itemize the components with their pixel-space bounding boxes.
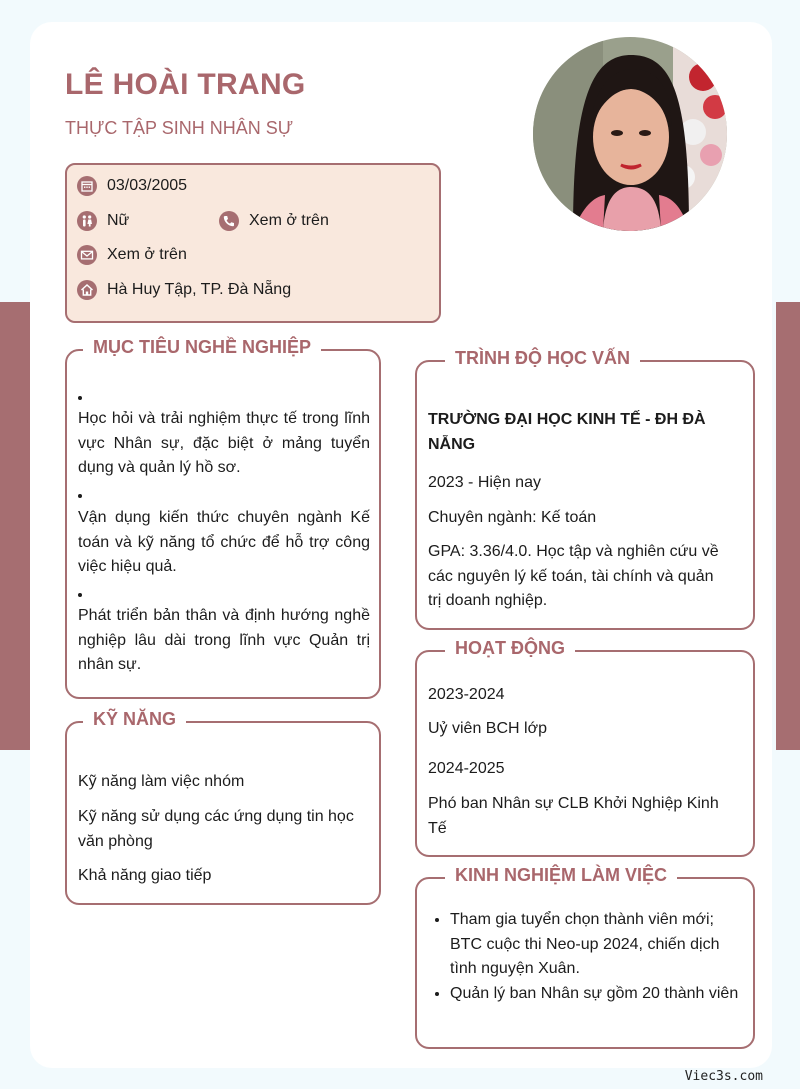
- email-row: [77, 245, 187, 265]
- education-heading: TRÌNH ĐỘ HỌC VẤN: [445, 348, 640, 369]
- calendar-icon: [77, 176, 97, 196]
- activities-section: [415, 638, 755, 857]
- education-major: Chuyên ngành: Kế toán: [428, 509, 597, 526]
- education-period: 2023 - Hiện nay: [428, 474, 541, 491]
- profile-photo: [533, 37, 727, 231]
- contact-info-box: [65, 163, 441, 323]
- objective-heading: MỤC TIÊU NGHỀ NGHIỆP: [83, 337, 321, 358]
- watermark: Viec3s.com: [684, 1069, 763, 1084]
- bullet-dot: [78, 494, 82, 498]
- gender-row: [77, 211, 129, 231]
- activity-role: Uỷ viên BCH lớp: [428, 720, 547, 737]
- objective-item: Vận dụng kiến thức chuyên ngành Kế toán và kỹ năng tổ chức để hỗ trợ công việc hiệu quả.: [78, 509, 370, 575]
- skill-item: Kỹ năng làm việc nhóm: [78, 773, 245, 790]
- decor-band-right: [776, 302, 800, 750]
- gender-value: Nữ: [107, 212, 130, 229]
- objective-section: [65, 337, 381, 699]
- objective-item: Phát triển bản thân và định hướng nghề nghiệp lâu dài trong lĩnh vực Quản trị nhân sự.: [78, 607, 370, 673]
- activity-period: 2023-2024: [428, 686, 505, 703]
- phone-icon: [219, 211, 239, 231]
- experience-section: [415, 865, 755, 1049]
- address-row: [77, 280, 291, 300]
- education-section: [415, 348, 755, 630]
- experience-list: [428, 908, 748, 1006]
- phone-row: [219, 211, 329, 231]
- experience-item: • Tham gia tuyển chọn thành viên mới; BTC cuộc thi Neo-up 2024, chiến dịch tình nguyện Xuân.: [450, 908, 748, 982]
- phone-value: Xem ở trên: [249, 212, 329, 229]
- email-value: Xem ở trên: [107, 246, 187, 263]
- skills-section: [65, 709, 381, 905]
- school-name: TRƯỜNG ĐẠI HỌC KINH TẾ - ĐH ĐÀ NẴNG: [428, 411, 706, 453]
- objective-item: Học hỏi và trải nghiệm thực tế trong lĩnh vực Nhân sự, đặc biệt ở mảng tuyển dụng và quản lý hồ sơ.: [78, 410, 370, 476]
- home-icon: [77, 280, 97, 300]
- activity-period: 2024-2025: [428, 760, 505, 777]
- activities-heading: HOẠT ĐỘNG: [445, 638, 575, 659]
- experience-heading: KINH NGHIỆM LÀM VIỆC: [445, 865, 677, 886]
- birthday-row: [77, 176, 187, 196]
- skill-item: Khả năng giao tiếp: [78, 867, 212, 884]
- experience-item: • Quản lý ban Nhân sự gồm 20 thành viên: [450, 982, 748, 1007]
- candidate-position: THỰC TẬP SINH NHÂN SỰ: [65, 118, 294, 138]
- decor-band-left: [0, 302, 30, 750]
- activity-role: Phó ban Nhân sự CLB Khởi Nghiệp Kinh Tế: [428, 795, 719, 837]
- bullet-dot: [78, 396, 82, 400]
- skill-item: Kỹ năng sử dụng các ứng dụng tin học văn phòng: [78, 808, 354, 850]
- gender-icon: [77, 211, 97, 231]
- candidate-name: LÊ HOÀI TRANG: [65, 68, 306, 101]
- bullet-dot: [78, 593, 82, 597]
- education-gpa: GPA: 3.36/4.0. Học tập và nghiên cứu về các nguyên lý kế toán, tài chính và quản trị doanh nghiệp.: [428, 543, 719, 609]
- skills-heading: KỸ NĂNG: [83, 709, 186, 730]
- mail-icon: [77, 245, 97, 265]
- birthday-value: 03/03/2005: [107, 177, 188, 194]
- address-value: Hà Huy Tập, TP. Đà Nẵng: [107, 281, 292, 298]
